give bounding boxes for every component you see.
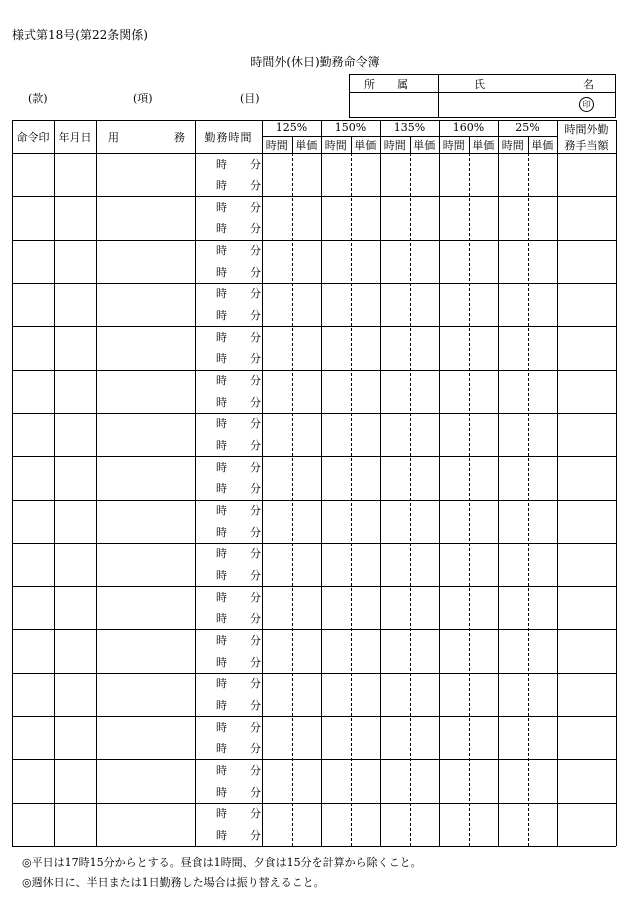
row-minute-unit: 分 [250, 179, 261, 192]
table-row-line [12, 413, 616, 414]
row-hour-unit: 時 [216, 807, 227, 820]
table-row-line [12, 370, 616, 371]
row-hour-unit: 時 [216, 764, 227, 777]
row-minute-unit: 分 [250, 742, 261, 755]
affiliation-name-divider [438, 75, 439, 117]
row-minute-unit: 分 [250, 352, 261, 365]
col-header-kinmu-jikan: 勤務時間 [204, 131, 253, 144]
row-minute-unit: 分 [250, 244, 261, 257]
col-subheader-price: 単価 [354, 139, 377, 152]
row-hour-unit: 時 [216, 222, 227, 235]
order-register-table [12, 120, 616, 846]
row-hour-unit: 時 [216, 201, 227, 214]
row-minute-unit: 分 [250, 656, 261, 669]
form-number: 様式第18号(第22条関係) [12, 28, 148, 42]
col-header-yomu-right: 務 [174, 131, 185, 144]
table-row-line [12, 759, 616, 760]
row-hour-unit: 時 [216, 352, 227, 365]
table-column-line [54, 120, 55, 846]
row-minute-unit: 分 [250, 677, 261, 690]
col-subheader-time: 時間 [324, 139, 347, 152]
name-label-right: 名 [583, 78, 594, 91]
notes [22, 853, 422, 893]
budget-kou-label: (項) [133, 92, 153, 105]
row-minute-unit: 分 [250, 634, 261, 647]
row-hour-unit: 時 [216, 287, 227, 300]
table-row-line [12, 456, 616, 457]
table-column-line [12, 120, 13, 846]
rate-dashed-line [469, 153, 470, 846]
table-row-line [12, 716, 616, 717]
row-minute-unit: 分 [250, 526, 261, 539]
table-column-line [557, 120, 558, 846]
seal-icon: 印 [579, 97, 594, 112]
table-row-line [12, 543, 616, 544]
row-minute-unit: 分 [250, 331, 261, 344]
budget-moku-label: (目) [240, 92, 260, 105]
note-line: ◎週休日に、半日または1日勤務した場合は振り替えること。 [22, 876, 325, 889]
document-title: 時間外(休日)勤務命令簿 [250, 55, 380, 69]
table-column-line [262, 120, 263, 846]
row-hour-unit: 時 [216, 417, 227, 430]
col-subheader-time: 時間 [265, 139, 288, 152]
row-hour-unit: 時 [216, 439, 227, 452]
row-minute-unit: 分 [250, 374, 261, 387]
row-hour-unit: 時 [216, 699, 227, 712]
row-minute-unit: 分 [250, 786, 261, 799]
col-subheader-price: 単価 [531, 139, 554, 152]
table-column-line [616, 120, 617, 846]
affiliation-label: 所 属 [364, 78, 408, 91]
budget-kan-label: (款) [28, 92, 48, 105]
table-header-bottom [12, 153, 616, 154]
col-header-rate: 150% [334, 121, 367, 134]
row-hour-unit: 時 [216, 656, 227, 669]
row-minute-unit: 分 [250, 612, 261, 625]
row-hour-unit: 時 [216, 482, 227, 495]
col-header-teate-line1: 時間外勤 [564, 123, 609, 136]
table-row-line [12, 803, 616, 804]
table-column-line [380, 120, 381, 846]
affiliation-name-box [349, 74, 616, 118]
col-subheader-price: 単価 [295, 139, 318, 152]
table-column-line [96, 120, 97, 846]
table-row-line [12, 283, 616, 284]
row-hour-unit: 時 [216, 547, 227, 560]
row-minute-unit: 分 [250, 504, 261, 517]
col-header-rate: 135% [393, 121, 426, 134]
row-hour-unit: 時 [216, 309, 227, 322]
row-hour-unit: 時 [216, 829, 227, 842]
row-minute-unit: 分 [250, 829, 261, 842]
row-hour-unit: 時 [216, 158, 227, 171]
col-header-rate: 25% [515, 121, 540, 134]
row-hour-unit: 時 [216, 396, 227, 409]
row-hour-unit: 時 [216, 721, 227, 734]
row-minute-unit: 分 [250, 721, 261, 734]
row-minute-unit: 分 [250, 699, 261, 712]
row-hour-unit: 時 [216, 677, 227, 690]
row-minute-unit: 分 [250, 807, 261, 820]
row-minute-unit: 分 [250, 201, 261, 214]
rate-dashed-line [410, 153, 411, 846]
row-hour-unit: 時 [216, 244, 227, 257]
col-subheader-price: 単価 [472, 139, 495, 152]
col-subheader-time: 時間 [383, 139, 406, 152]
table-column-line [439, 120, 440, 846]
table-row-line [12, 240, 616, 241]
table-row-line [12, 586, 616, 587]
row-hour-unit: 時 [216, 569, 227, 582]
table-row-line [12, 500, 616, 501]
table-row-line [12, 629, 616, 630]
table-column-line [195, 120, 196, 846]
row-minute-unit: 分 [250, 158, 261, 171]
table-row-line [12, 326, 616, 327]
note-line: ◎平日は17時15分からとする。昼食は1時間、夕食は15分を計算から除くこと。 [22, 856, 422, 869]
row-minute-unit: 分 [250, 461, 261, 474]
row-hour-unit: 時 [216, 461, 227, 474]
rate-dashed-line [351, 153, 352, 846]
row-hour-unit: 時 [216, 504, 227, 517]
name-label-left: 氏 [474, 78, 485, 91]
row-hour-unit: 時 [216, 591, 227, 604]
col-subheader-time: 時間 [442, 139, 465, 152]
row-hour-unit: 時 [216, 786, 227, 799]
row-minute-unit: 分 [250, 417, 261, 430]
row-hour-unit: 時 [216, 742, 227, 755]
table-row-line [12, 846, 616, 847]
col-header-rate: 125% [275, 121, 308, 134]
col-header-rate: 160% [452, 121, 485, 134]
row-minute-unit: 分 [250, 439, 261, 452]
row-minute-unit: 分 [250, 569, 261, 582]
row-hour-unit: 時 [216, 374, 227, 387]
rate-dashed-line [528, 153, 529, 846]
row-minute-unit: 分 [250, 309, 261, 322]
row-hour-unit: 時 [216, 266, 227, 279]
row-minute-unit: 分 [250, 482, 261, 495]
row-minute-unit: 分 [250, 287, 261, 300]
rate-dashed-line [292, 153, 293, 846]
table-column-line [321, 120, 322, 846]
col-header-date: 年月日 [58, 131, 92, 144]
col-header-meireiin: 命令印 [16, 131, 50, 144]
row-minute-unit: 分 [250, 764, 261, 777]
row-minute-unit: 分 [250, 396, 261, 409]
row-hour-unit: 時 [216, 179, 227, 192]
col-header-teate-line2: 務手当額 [564, 139, 609, 152]
row-minute-unit: 分 [250, 222, 261, 235]
table-column-line [498, 120, 499, 846]
col-header-yomu-left: 用 [108, 131, 119, 144]
col-subheader-time: 時間 [501, 139, 524, 152]
col-subheader-price: 単価 [413, 139, 436, 152]
row-minute-unit: 分 [250, 547, 261, 560]
row-hour-unit: 時 [216, 526, 227, 539]
row-minute-unit: 分 [250, 266, 261, 279]
row-hour-unit: 時 [216, 634, 227, 647]
row-hour-unit: 時 [216, 331, 227, 344]
row-hour-unit: 時 [216, 612, 227, 625]
row-minute-unit: 分 [250, 591, 261, 604]
table-row-line [12, 196, 616, 197]
table-row-line [12, 673, 616, 674]
